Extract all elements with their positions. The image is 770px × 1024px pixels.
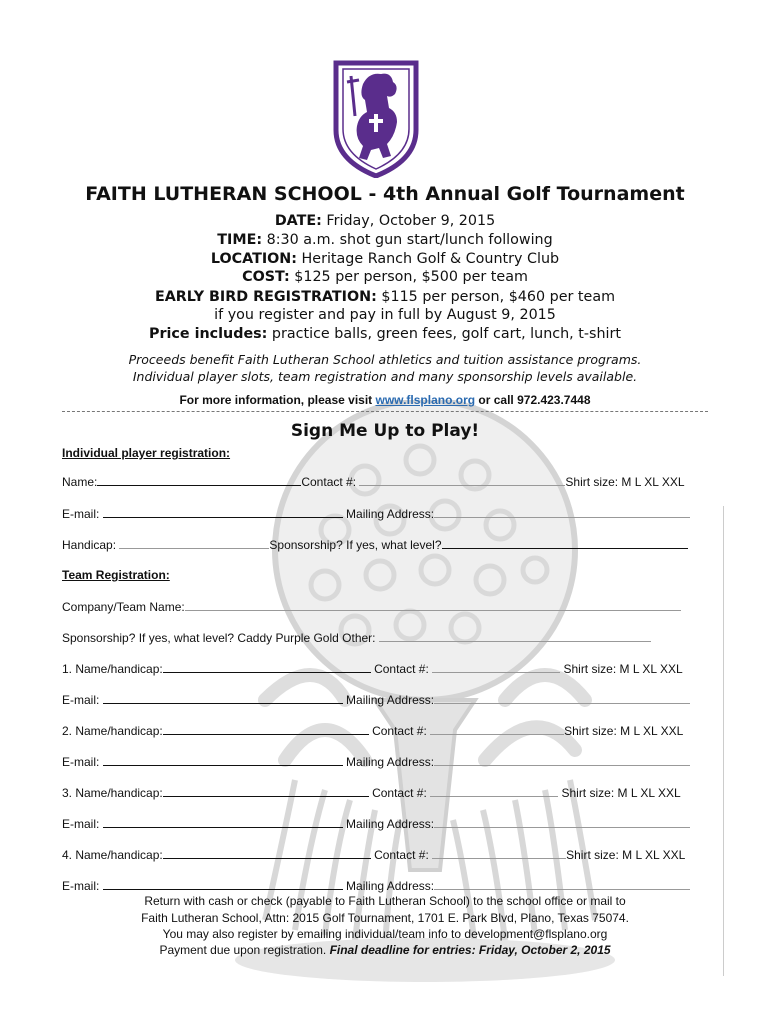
player-2-email-field[interactable] xyxy=(103,754,343,766)
cost-line xyxy=(0,268,770,286)
handicap-label: Handicap: xyxy=(62,538,117,552)
player-2-mailing-label: Mailing Address: xyxy=(346,755,435,769)
player-2-name-field[interactable] xyxy=(163,723,369,735)
email-field[interactable] xyxy=(103,506,343,518)
player-1-email-field[interactable] xyxy=(103,692,343,704)
player-4-contact-label: Contact #: xyxy=(374,848,429,862)
player-2-shirt-label: Shirt size: M L XL XXL xyxy=(564,724,684,738)
player-3-name-label: 3. Name/handicap: xyxy=(62,786,163,800)
page-title: FAITH LUTHERAN SCHOOL - 4th Annual Golf Tournament xyxy=(85,183,685,205)
team-sponsorship-row xyxy=(62,630,651,645)
website-link[interactable]: www.flsplano.org xyxy=(375,393,476,407)
player-1-email-label: E-mail: xyxy=(62,693,100,707)
location-value: Heritage Ranch Golf & Country Club xyxy=(296,251,560,267)
player-2-contact-label: Contact #: xyxy=(372,724,427,738)
time-value: 8:30 a.m. shot gun start/lunch following xyxy=(262,232,553,248)
more-info-line xyxy=(0,393,770,407)
school-crest-logo xyxy=(333,60,419,178)
early-bird-value: $115 per person, $460 per team xyxy=(376,289,616,305)
player-3-contact-field[interactable] xyxy=(430,785,558,797)
final-deadline-text: Final deadline for entries: Friday, October 2, 2015 xyxy=(329,943,611,957)
more-info-prefix: For more information, please visit xyxy=(179,393,376,407)
player-3-contact-label: Contact #: xyxy=(372,786,427,800)
player-3-email-field[interactable] xyxy=(103,816,343,828)
early-bird-deadline: if you register and pay in full by August 9, 2015 xyxy=(214,307,556,323)
player-1-name-label: 1. Name/handicap: xyxy=(62,662,163,676)
player-2-contact-field[interactable] xyxy=(430,723,564,735)
company-field[interactable] xyxy=(185,599,681,611)
individual-heading: Individual player registration: xyxy=(62,446,231,460)
individual-email-row xyxy=(62,506,690,521)
player-4-shirt-label: Shirt size: M L XL XXL xyxy=(566,848,686,862)
footer-line-2: Faith Lutheran School, Attn: 2015 Golf Tournament, 1701 E. Park Blvd, Plano, Texas 75074. xyxy=(141,911,629,925)
time-label: TIME: xyxy=(217,232,263,248)
signup-heading: Sign Me Up to Play! xyxy=(290,421,480,441)
player-4-mailing-label: Mailing Address: xyxy=(346,879,435,893)
time-line xyxy=(0,231,770,249)
player-2-email-row xyxy=(62,754,690,769)
player-4-contact-field[interactable] xyxy=(432,847,566,859)
proceeds-line-1: Proceeds benefit Faith Lutheran School athletics and tuition assistance programs. xyxy=(128,352,642,367)
player-1-row xyxy=(62,661,683,676)
player-1-mailing-field[interactable] xyxy=(434,692,690,704)
cost-label: COST: xyxy=(242,269,290,285)
player-3-email-label: E-mail: xyxy=(62,817,100,831)
player-1-name-field[interactable] xyxy=(163,661,371,673)
company-row xyxy=(62,599,681,614)
team-heading: Team Registration: xyxy=(62,568,170,582)
player-4-email-row xyxy=(62,878,690,893)
player-2-mailing-field[interactable] xyxy=(434,754,690,766)
sponsorship-label: Sponsorship? If yes, what level? xyxy=(269,538,442,552)
individual-handicap-row xyxy=(62,537,688,552)
player-1-mailing-label: Mailing Address: xyxy=(346,693,435,707)
player-2-email-label: E-mail: xyxy=(62,755,100,769)
player-1-contact-label: Contact #: xyxy=(374,662,429,676)
player-3-row xyxy=(62,785,681,800)
proceeds-line-2: Individual player slots, team registration and many sponsorship levels available. xyxy=(132,369,638,384)
price-includes-label: Price includes: xyxy=(149,326,268,342)
footer-line-3: You may also register by emailing individual/team info to development@flsplano.org xyxy=(162,927,608,941)
more-info-suffix: or call 972.423.7448 xyxy=(475,393,591,407)
payment-due-text: Payment due upon registration. xyxy=(159,943,330,957)
player-4-mailing-field[interactable] xyxy=(434,878,690,890)
team-sponsorship-label: Sponsorship? If yes, what level? Caddy Purple Gold Other: xyxy=(62,631,376,645)
mailing-address-label: Mailing Address: xyxy=(346,507,435,521)
cost-value: $125 per person, $500 per team xyxy=(289,269,528,285)
player-2-row xyxy=(62,723,683,738)
player-3-mailing-field[interactable] xyxy=(434,816,690,828)
email-label: E-mail: xyxy=(62,507,100,521)
date-value: Friday, October 9, 2015 xyxy=(321,213,496,229)
footer-line-4 xyxy=(0,942,770,959)
handicap-field[interactable] xyxy=(119,537,269,549)
location-label: LOCATION: xyxy=(210,251,297,267)
player-1-contact-field[interactable] xyxy=(432,661,560,673)
player-1-shirt-label: Shirt size: M L XL XXL xyxy=(563,662,683,676)
name-field[interactable] xyxy=(97,474,301,486)
individual-name-row xyxy=(62,474,685,489)
price-includes-line xyxy=(0,325,770,343)
player-3-email-row xyxy=(62,816,690,831)
player-3-shirt-label: Shirt size: M L XL XXL xyxy=(561,786,681,800)
shirt-size-label: Shirt size: M L XL XXL xyxy=(565,475,685,489)
name-label: Name: xyxy=(62,475,98,489)
dashed-divider xyxy=(62,411,708,412)
contact-label: Contact #: xyxy=(301,475,357,489)
date-label: DATE: xyxy=(274,213,322,229)
player-4-name-label: 4. Name/handicap: xyxy=(62,848,163,862)
early-bird-line xyxy=(0,288,770,306)
location-line xyxy=(0,250,770,268)
player-3-name-field[interactable] xyxy=(163,785,369,797)
player-2-name-label: 2. Name/handicap: xyxy=(62,724,163,738)
early-bird-label: EARLY BIRD REGISTRATION: xyxy=(154,289,377,305)
price-includes-value: practice balls, green fees, golf cart, lunch, t-shirt xyxy=(267,326,621,342)
sponsorship-field[interactable] xyxy=(442,537,688,549)
player-4-name-field[interactable] xyxy=(163,847,371,859)
player-4-email-field[interactable] xyxy=(103,878,343,890)
player-1-email-row xyxy=(62,692,690,707)
player-4-email-label: E-mail: xyxy=(62,879,100,893)
date-line xyxy=(0,212,770,230)
company-label: Company/Team Name: xyxy=(62,600,185,614)
footer-line-1: Return with cash or check (payable to Faith Lutheran School) to the school office or mail to xyxy=(144,894,626,908)
contact-field[interactable] xyxy=(359,474,565,486)
mailing-address-field[interactable] xyxy=(434,506,690,518)
team-sponsorship-field[interactable] xyxy=(379,630,651,642)
player-3-mailing-label: Mailing Address: xyxy=(346,817,435,831)
player-4-row xyxy=(62,847,685,862)
